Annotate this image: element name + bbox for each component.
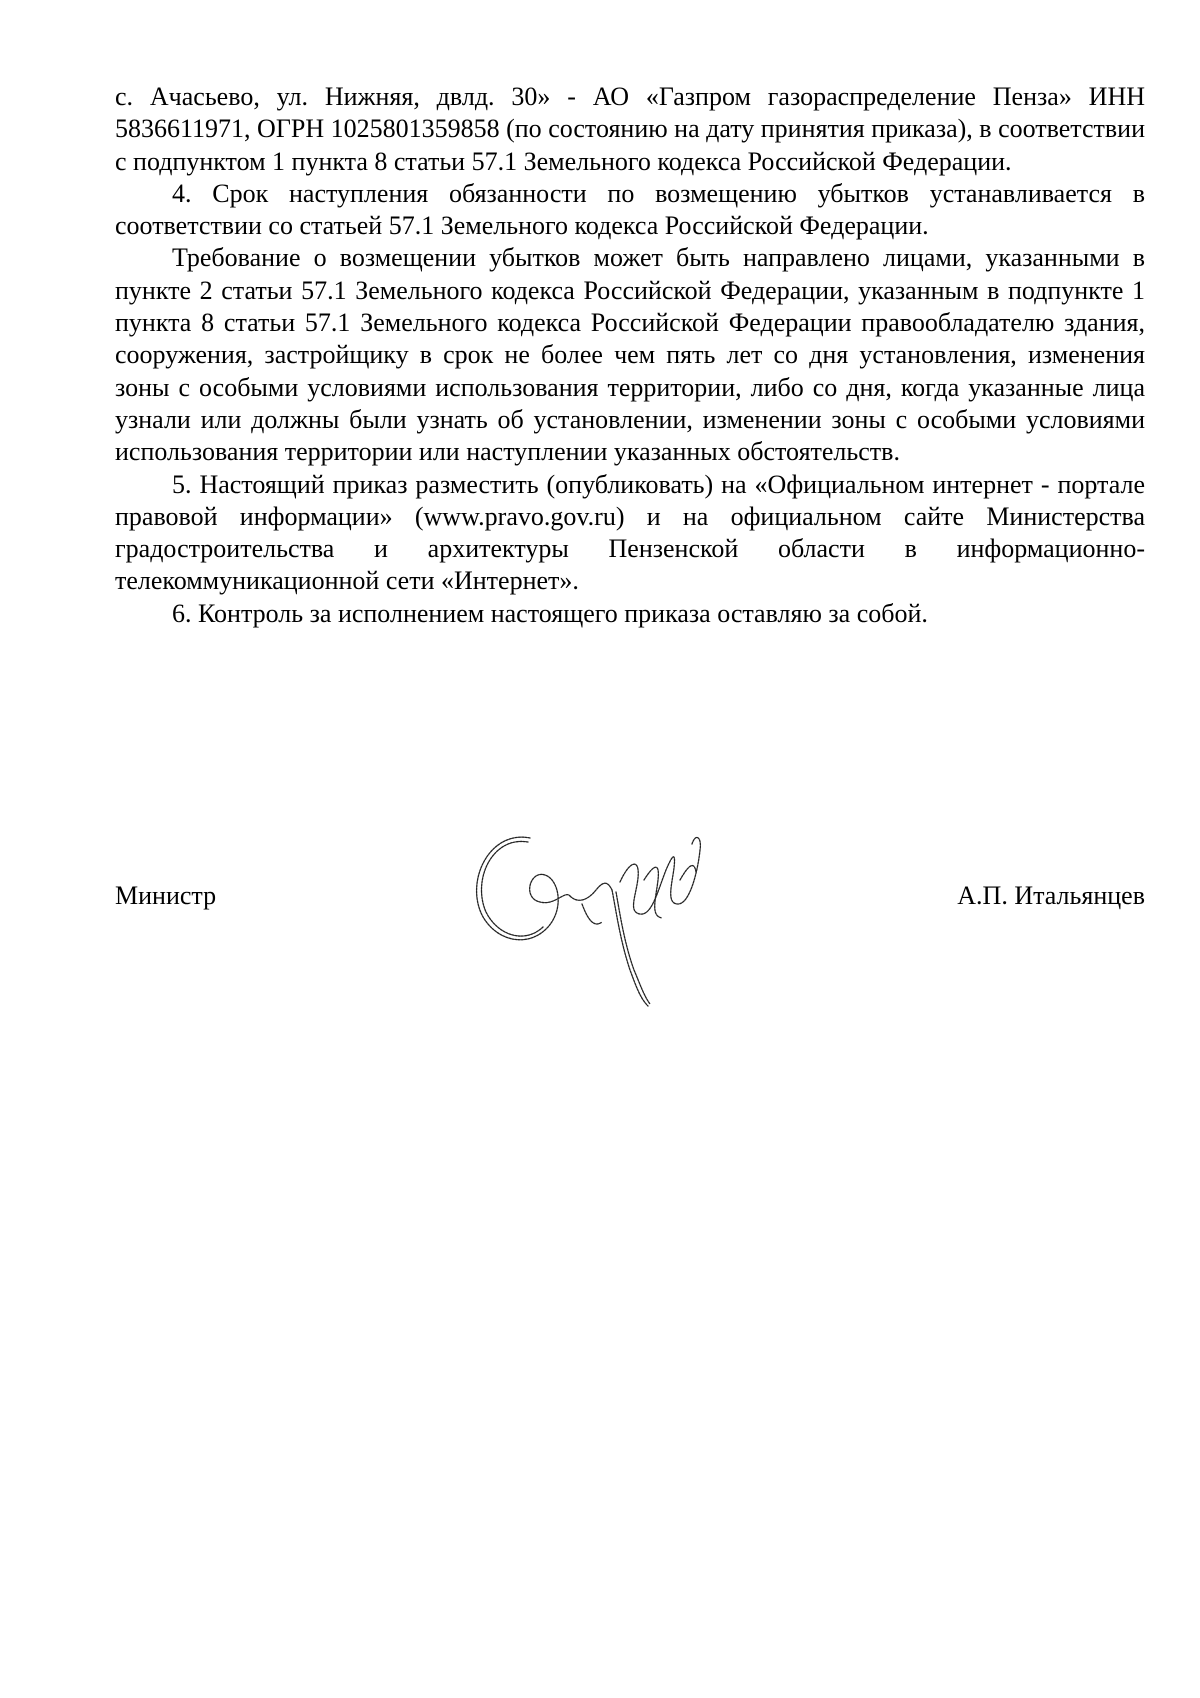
paragraph-continuation: с. Ачасьево, ул. Нижняя, двлд. 30» - АО «Газпром газораспределение Пенза» ИНН 5836611971, ОГРН 1025801359858 (по состоянию на дату принятия приказа), в соответствии с подпунктом 1 пункта 8 статьи 57.1 Земельного кодекса Российской Федерации.	[115, 82, 1145, 176]
document-body	[115, 81, 1145, 630]
signatory-name: А.П. Итальянцев	[957, 881, 1145, 910]
paragraph-damages-claim: Требование о возмещении убытков может быть направлено лицами, указанными в пункте 2 статьи 57.1 Земельного кодекса Российской Федерации, указанным в подпункте 1 пункта 8 статьи 57.1 Земельного кодекса Российской Федерации правообладателю здания, сооружения, застройщику в срок не более чем пять лет со дня установления, изменения зоны с особыми условиями использования территории, либо со дня, когда указанные лица узнали или должны были узнать об установлении, изменении зоны с особыми условиями использования территории или наступлении указанных обстоятельств.	[115, 243, 1145, 467]
paragraph-item-5: 5. Настоящий приказ разместить (опубликовать) на «Официальном интернет - портале правовой информации» (www.pravo.gov.ru) и на официальном сайте Министерства градостроительства и архитектуры Пензенской области в информационно-телекоммуникационной сети «Интернет».	[115, 469, 1145, 596]
handwritten-signature	[470, 820, 740, 1010]
paragraph-item-6: 6. Контроль за исполнением настоящего приказа оставляю за собой.	[172, 598, 928, 628]
paragraph-item-4: 4. Срок наступления обязанности по возмещению убытков устанавливается в соответствии со статьей 57.1 Земельного кодекса Российской Федерации.	[115, 178, 1145, 241]
signatory-title: Министр	[115, 881, 217, 910]
